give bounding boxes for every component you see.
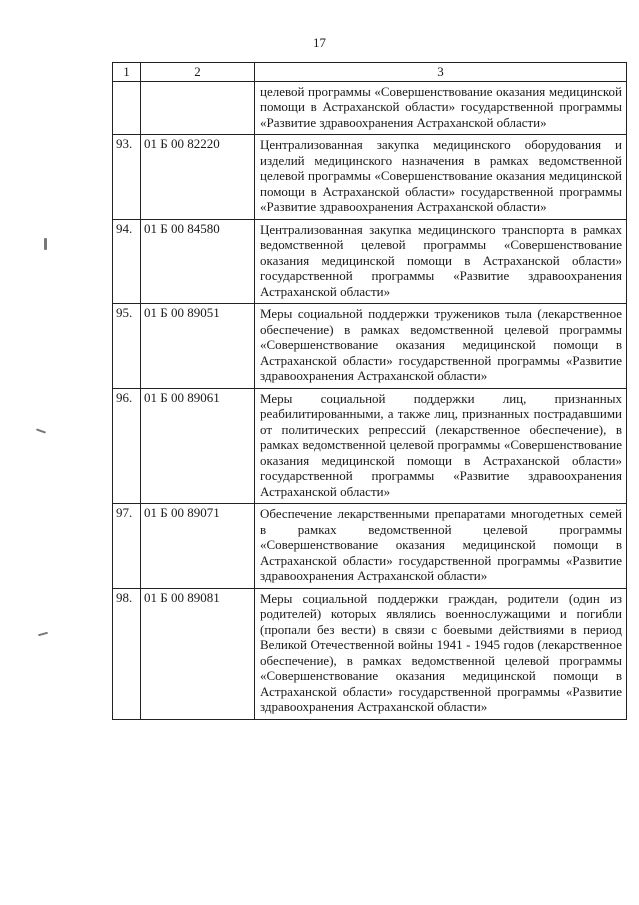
- table-row: [113, 81, 627, 135]
- row-number: 96.: [113, 388, 141, 504]
- table-row: [113, 388, 627, 504]
- classification-code: 01 Б 00 89081: [141, 588, 255, 719]
- row-number: 97.: [113, 504, 141, 589]
- row-number: 94.: [113, 219, 141, 304]
- classification-code: 01 Б 00 89061: [141, 388, 255, 504]
- row-description: Меры социальной поддержки тружеников тыла (лекарственное обеспечение) в рамках ведомственной целевой программы «Совершенствование оказания медицинской помощи в Астраханской области» государственной программы «Развитие здравоохранения Астраханской области»: [255, 304, 627, 389]
- table-row: [113, 135, 627, 220]
- classification-code: 01 Б 00 89051: [141, 304, 255, 389]
- column-header-1: 1: [113, 63, 141, 82]
- page-number: 17: [313, 35, 326, 50]
- classification-code: 01 Б 00 89071: [141, 504, 255, 589]
- table-row: [113, 504, 627, 589]
- classification-code: [141, 81, 255, 135]
- table-row: [113, 219, 627, 304]
- column-header-3: 3: [255, 63, 627, 82]
- scan-mark: [38, 632, 48, 637]
- classification-code: 01 Б 00 82220: [141, 135, 255, 220]
- column-header-2: 2: [141, 63, 255, 82]
- row-description: Меры социальной поддержки лиц, признанных реабилитированными, а также лиц, признанных пострадавшими от политических репрессий (лекарственное обеспечение), в рамках ведомственной целевой программы «Совершенствование оказания медицинской помощи в Астраханской области» государственной программы «Развитие здравоохранения Астраханской области»: [255, 388, 627, 504]
- table-header-row: [113, 63, 627, 82]
- row-number: [113, 81, 141, 135]
- row-number: 93.: [113, 135, 141, 220]
- row-number: 98.: [113, 588, 141, 719]
- row-description: Меры социальной поддержки граждан, родители (один из родителей) которых являлись военнослужащими и погибли (пропали без вести) в связи с боевыми действиями в период Великой Отечественной войны 1941 - 1945 годов (лекарственное обеспечение), в рамках ведомственной целевой программы «Совершенствование оказания медицинской помощи в Астраханской области» государственной программы «Развитие здравоохранения Астраханской области»: [255, 588, 627, 719]
- classification-code: 01 Б 00 84580: [141, 219, 255, 304]
- table-row: [113, 588, 627, 719]
- scan-mark: [44, 238, 47, 250]
- scan-mark: [36, 428, 46, 433]
- table-row: [113, 304, 627, 389]
- budget-classification-table: [112, 62, 627, 720]
- row-description: целевой программы «Совершенствование оказания медицинской помощи в Астраханской области» государственной программы «Развитие здравоохранения Астраханской области»: [255, 81, 627, 135]
- row-description: Централизованная закупка медицинского транспорта в рамках ведомственной целевой программы «Совершенствование оказания медицинской помощи в Астраханской области» государственной программы «Развитие здравоохранения Астраханской области»: [255, 219, 627, 304]
- row-description: Централизованная закупка медицинского оборудования и изделий медицинского назначения в рамках ведомственной целевой программы «Совершенствование оказания медицинской помощи в Астраханской области» государственной программы «Развитие здравоохранения Астраханской области»: [255, 135, 627, 220]
- row-description: Обеспечение лекарственными препаратами многодетных семей в рамках ведомственной целевой программы «Совершенствование оказания медицинской помощи в Астраханской области» государственной программы «Развитие здравоохранения Астраханской области»: [255, 504, 627, 589]
- row-number: 95.: [113, 304, 141, 389]
